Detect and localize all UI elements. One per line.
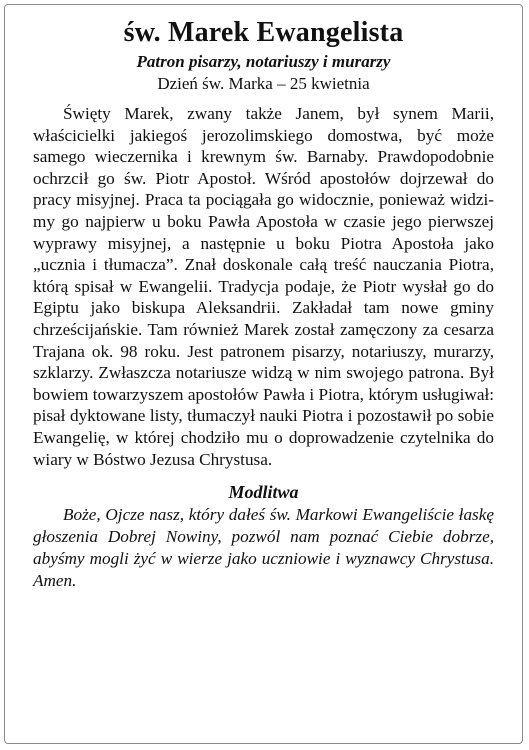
saint-title: św. Marek Ewangelista [123,17,404,48]
biography-text: Święty Marek, zwany także Janem, był synem Marii, właścicielki jakiegoś jerozolimskiego domostwa, być może samego wieczernika i krewnym św. Barnaby. Prawdopodobnie ochrzcił go św. Piotr Apostoł. Wśród apostołów dojrzewał do pracy misyjnej. Praca ta pociągała go widocznie, ponieważ widzimy go najpierw u boku Pawła Apostoła w czasie jego pierwszej wyprawy misyjnej, a następnie u boku Piotra Apostoła jako „ucznia i tłumacza”. Znał doskonale całą treść nauczania Piotra, którą spisał w Ewangelii. Tradycja podaje, że Piotr wysłał go do Egiptu jako biskupa Aleksandrii. Zakładał tam nowe gminy chrześcijańskie. Tam również Marek został zamęczony za cesarza Trajana ok. 98 roku. Jest patronem pisarzy, notariuszy, murarzy, szklarzy. Zwłaszcza notariusze widzą w nim swojego patrona. Był bowiem towarzyszem apostołów Pawła i Piotra, którym usługiwał: pisał dyktowane listy, tłumaczył nauki Piotra i pozostawił po sobie Ewangelię, w której chodziło mu o doprowadzenie czytelnika do wiary w Bóstwo Jezusa Chrystusa. [33,104,494,469]
prayer-heading: Modlitwa [228,482,299,503]
prayer-text: Boże, Ojcze nasz, który dałeś św. Markowi Ewangeliście łaskę głoszenia Dobrej Nowiny, pozwól nam poznać Ciebie dobrze, abyśmy mogli żyć w wierze jako uczniowie i wyznawcy Chrystusa. Amen. [33,505,494,591]
prayer-card [4,4,523,744]
feast-day: Dzień św. Marka – 25 kwietnia [157,74,370,93]
patronage-subtitle: Patron pisarzy, notariuszy i murarzy [136,52,391,71]
